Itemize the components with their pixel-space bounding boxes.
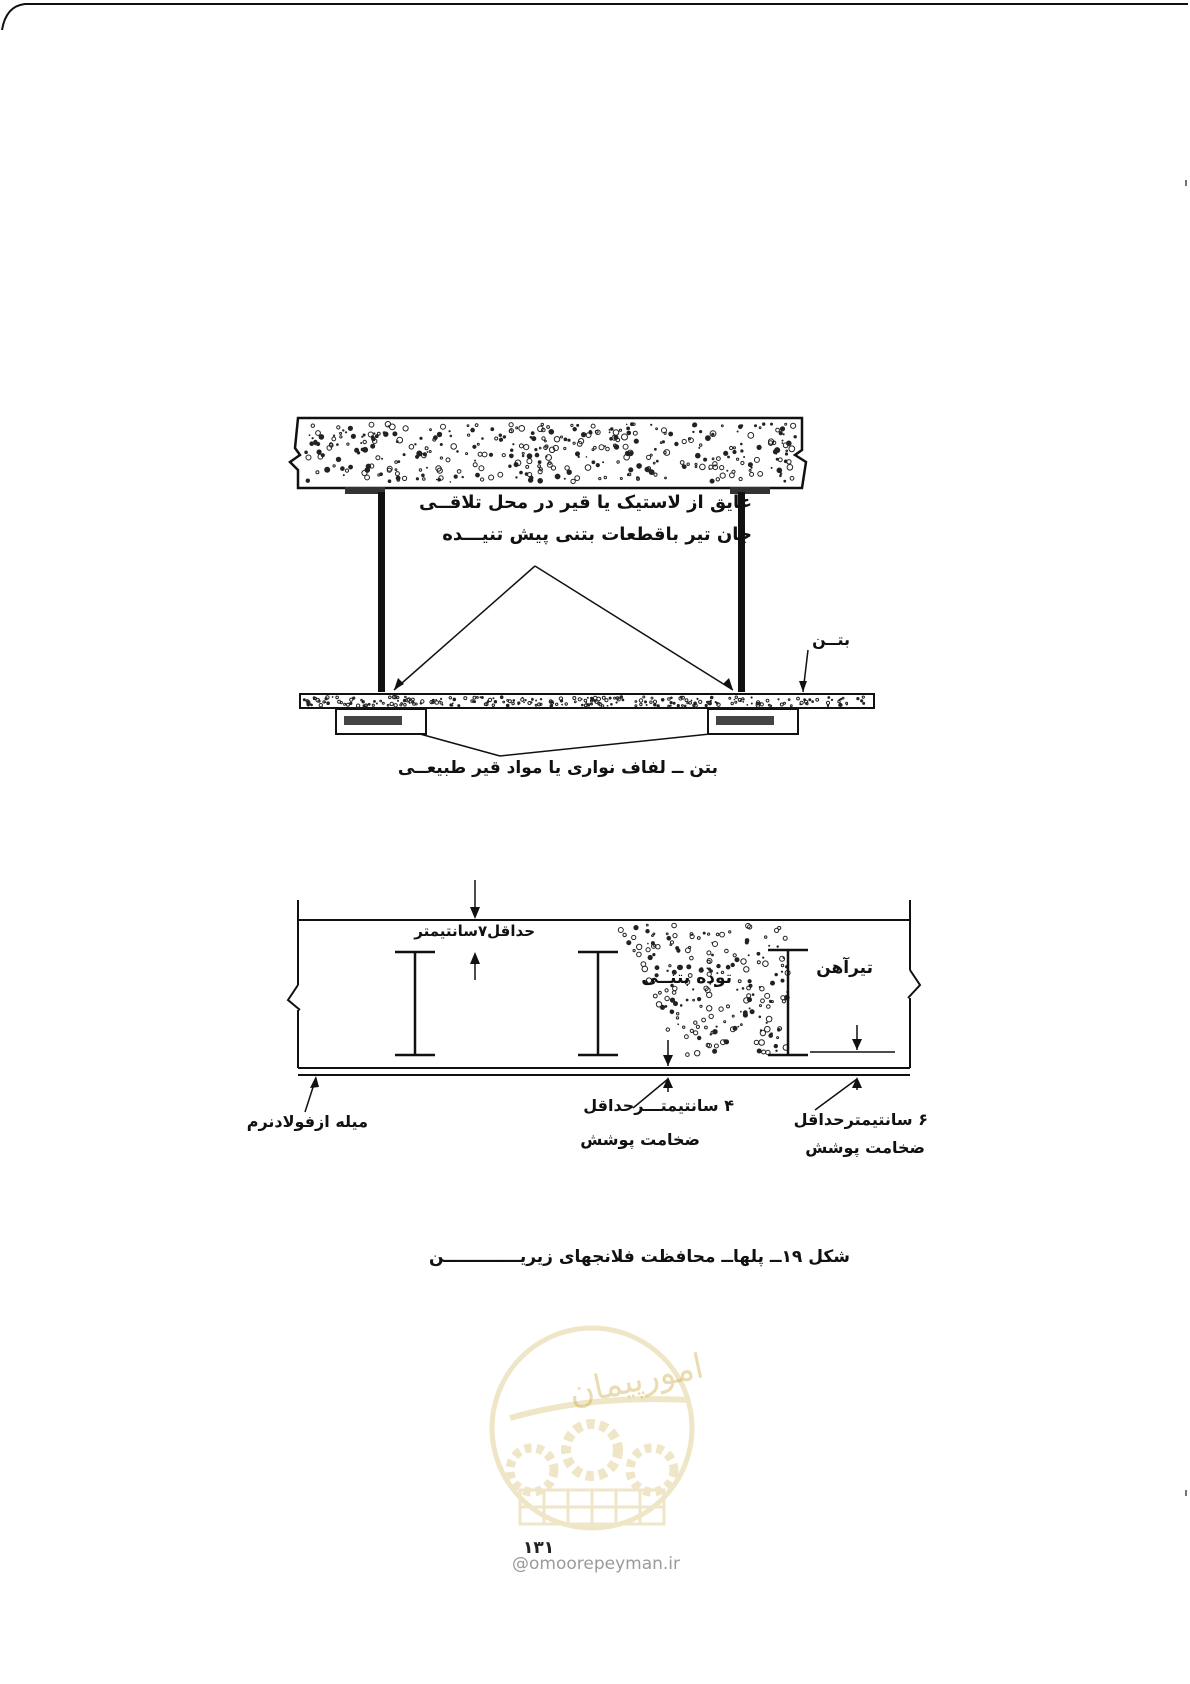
label-concrete: بتــن — [812, 630, 850, 649]
figure-2-dimension-lines — [305, 880, 857, 1112]
label-rubber-bitumen-isolator: عایق از لاستیک یا قیر در محل تلاقــی — [418, 492, 752, 513]
label-steel-beam: تیرآهن — [816, 958, 873, 978]
watermark-logo-text: امورپیمان — [565, 1346, 708, 1414]
page-number: ۱۳۱ — [523, 1538, 555, 1558]
flange-core-left — [344, 716, 402, 725]
watermark-site-text: omoorepeyman.ir — [529, 1554, 681, 1574]
label-min-4cm: ۴ سانتیمتـــرحداقل — [583, 1096, 734, 1115]
flange-core-right — [716, 716, 774, 725]
figure-2-diagram — [288, 880, 920, 1112]
label-web-prestressed: جان تیر باقطعات بتنی پیش تنیـــده — [442, 524, 752, 545]
label-min-7cm: حداقل۷سانتیمتر — [414, 922, 535, 940]
beam-web-right — [738, 492, 745, 692]
label-min-6cm: ۶ سانتیمترحداقل — [793, 1110, 928, 1129]
concrete-mass-texture — [618, 923, 790, 1056]
label-concrete-mass: توده بتنــی — [641, 968, 732, 988]
figure-caption: شکل ۱۹ــ پلهاــ محافظت فلانجهای زیریـــــــــــــن — [429, 1247, 850, 1267]
figure-1-arrowheads — [394, 678, 807, 692]
label-mild-steel-rod: میله ازفولادنرم — [246, 1112, 368, 1131]
figure-1-diagram — [290, 418, 874, 756]
label-cover-thickness-6: ضخامت پوشش — [805, 1138, 925, 1157]
at-sign-icon: @ — [512, 1554, 529, 1574]
watermark-site — [512, 1554, 680, 1574]
label-concrete-tape-bitumen: بتن ــ لفاف نواری یا مواد قیر طبیعــی — [397, 758, 718, 778]
beam-web-left — [378, 492, 385, 692]
section-outline — [288, 900, 920, 1075]
steel-i-beams — [395, 950, 808, 1055]
scan-border-line — [2, 4, 1188, 30]
label-cover-thickness-4: ضخامت پوشش — [580, 1130, 700, 1149]
